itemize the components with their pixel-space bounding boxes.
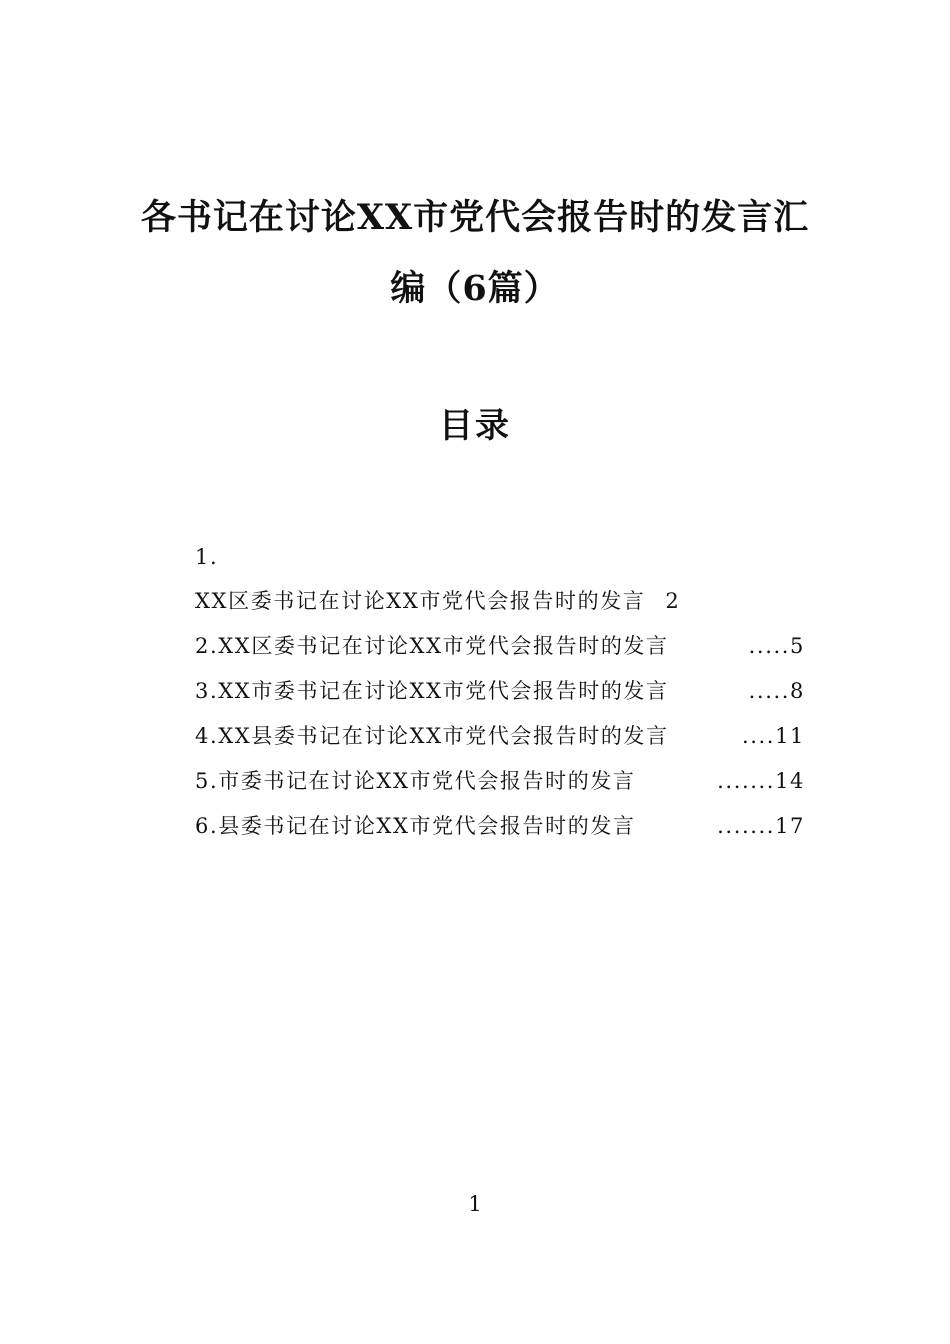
- toc-entry-page: 8: [790, 679, 805, 703]
- toc-entry-text: 3.XX市委书记在讨论XX市党代会报告时的发言: [195, 679, 669, 703]
- toc-entry-6[interactable]: [195, 811, 805, 841]
- toc-entry-page: 14: [775, 769, 805, 793]
- toc-entry-1-number-text: 1.: [195, 545, 219, 569]
- toc-entry-3[interactable]: [195, 676, 805, 706]
- toc-entry-page: 5: [790, 634, 805, 658]
- toc-entry-2[interactable]: [195, 631, 805, 661]
- toc-entry-leader: .....: [748, 634, 791, 658]
- toc-entry-text: XX区委书记在讨论XX市党代会报告时的发言: [195, 589, 646, 613]
- toc-entry-1-number[interactable]: [195, 542, 805, 572]
- toc-entry-text: 6.县委书记在讨论XX市党代会报告时的发言: [195, 814, 636, 838]
- toc-entry-leader: .......: [717, 769, 776, 793]
- toc-entry-text: 5.市委书记在讨论XX市党代会报告时的发言: [195, 769, 636, 793]
- toc-entry-text: 2.XX区委书记在讨论XX市党代会报告时的发言: [195, 634, 669, 658]
- toc-entry-leader: .....: [748, 679, 791, 703]
- toc-entry-1[interactable]: [195, 586, 805, 616]
- toc-entry-page: 17: [775, 814, 805, 838]
- toc-entry-4[interactable]: [195, 721, 805, 751]
- toc-entry-leader: ....: [741, 724, 776, 748]
- toc-entry-leader: .......: [717, 814, 776, 838]
- toc-entry-text: 4.XX县委书记在讨论XX市党代会报告时的发言: [195, 724, 669, 748]
- toc-heading: 目录: [439, 406, 511, 446]
- page-number: 1: [468, 1192, 482, 1216]
- toc-entry-page: 11: [775, 724, 805, 748]
- document-title-line-2: 编（6篇）: [390, 268, 560, 309]
- document-title-line-1: 各书记在讨论XX市党代会报告时的发言汇: [140, 197, 810, 238]
- toc-entry-5[interactable]: [195, 766, 805, 796]
- toc-entry-page: 2: [665, 589, 681, 613]
